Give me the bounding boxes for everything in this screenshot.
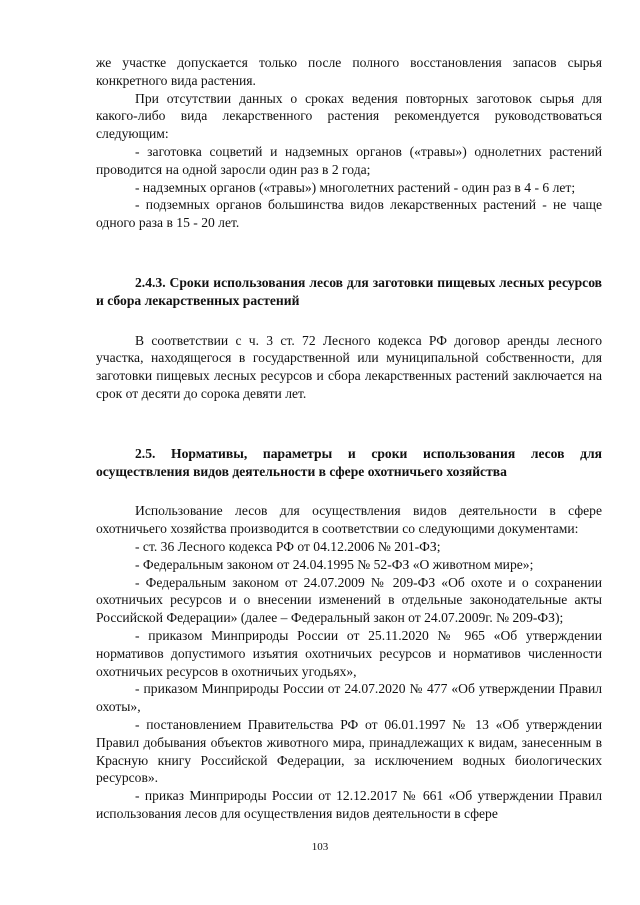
- section-heading: 2.4.3. Сроки использования лесов для заготовки пищевых лесных ресурсов и сбора лекарственных растений: [96, 274, 602, 308]
- list-item: - Федеральным законом от 24.04.1995 № 52-ФЗ «О животном мире»;: [135, 556, 534, 572]
- list-item: - ст. 36 Лесного кодекса РФ от 04.12.2006 № 201-ФЗ;: [135, 538, 441, 554]
- spacer: [96, 480, 602, 502]
- document-page: [96, 54, 602, 823]
- paragraph: же участке допускается только после полного восстановления запасов сырья конкретного вида растения.: [96, 55, 602, 88]
- list-item: - заготовка соцветий и надземных органов («травы») однолетних растений проводится на одной заросли один раз в 2 года;: [96, 143, 602, 177]
- list-item: - приказом Минприроды России от 24.07.2020 № 477 «Об утверждении Правил охоты»,: [96, 681, 602, 715]
- list-item: - приказ Минприроды России от 12.12.2017 № 661 «Об утверждении Правил использования лесов для осуществления видов деятельности в сфере: [96, 788, 602, 821]
- page-number: 103: [311, 841, 329, 853]
- paragraph: Использование лесов для осуществления видов деятельности в сфере охотничьего хозяйства производится в соответствии со следующими документами:: [96, 503, 602, 537]
- list-item: - подземных органов большинства видов лекарственных растений - не чаще одного раза в 15 - 20 лет.: [96, 197, 602, 231]
- paragraph: В соответствии с ч. 3 ст. 72 Лесного кодекса РФ договор аренды лесного участка, находящегося в государственной или муниципальной собственности, для заготовки пищевых лесных ресурсов и сбора лекарственных растений заключается на срок от десяти до сорока девяти лет.: [96, 332, 602, 401]
- list-item: - надземных органов («травы») многолетних растений - один раз в 4 - 6 лет;: [135, 179, 576, 195]
- paragraph: При отсутствии данных о сроках ведения повторных заготовок сырья для какого-либо вида лекарственного растения рекомендуется руководствоваться следующим:: [96, 90, 602, 142]
- section-heading: 2.5. Нормативы, параметры и сроки использования лесов для осуществления видов деятельности в сфере охотничьего хозяйства: [96, 445, 602, 479]
- spacer: [96, 310, 602, 332]
- spacer: [96, 232, 602, 274]
- list-item: - постановлением Правительства РФ от 06.01.1997 № 13 «Об утверждении Правил добывания объектов животного мира, принадлежащих к видам, занесенным в Красную книгу Российской Федерации, за исключением водных биологических ресурсов».: [96, 716, 602, 786]
- list-item: - приказом Минприроды России от 25.11.2020 № 965 «Об утверждении нормативов допустимого изъятия охотничьих ресурсов и нормативов численности охотничьих ресурсов в охотничьих угодьях»,: [96, 627, 602, 679]
- list-item: - Федеральным законом от 24.07.2009 № 209-ФЗ «Об охоте и о сохранении охотничьих ресурсов и о внесении изменений в отдельные законодательные акты Российской Федерации» (далее – Федеральный закон от 24.07.2009г. № 209-ФЗ);: [96, 574, 602, 626]
- spacer: [96, 403, 602, 445]
